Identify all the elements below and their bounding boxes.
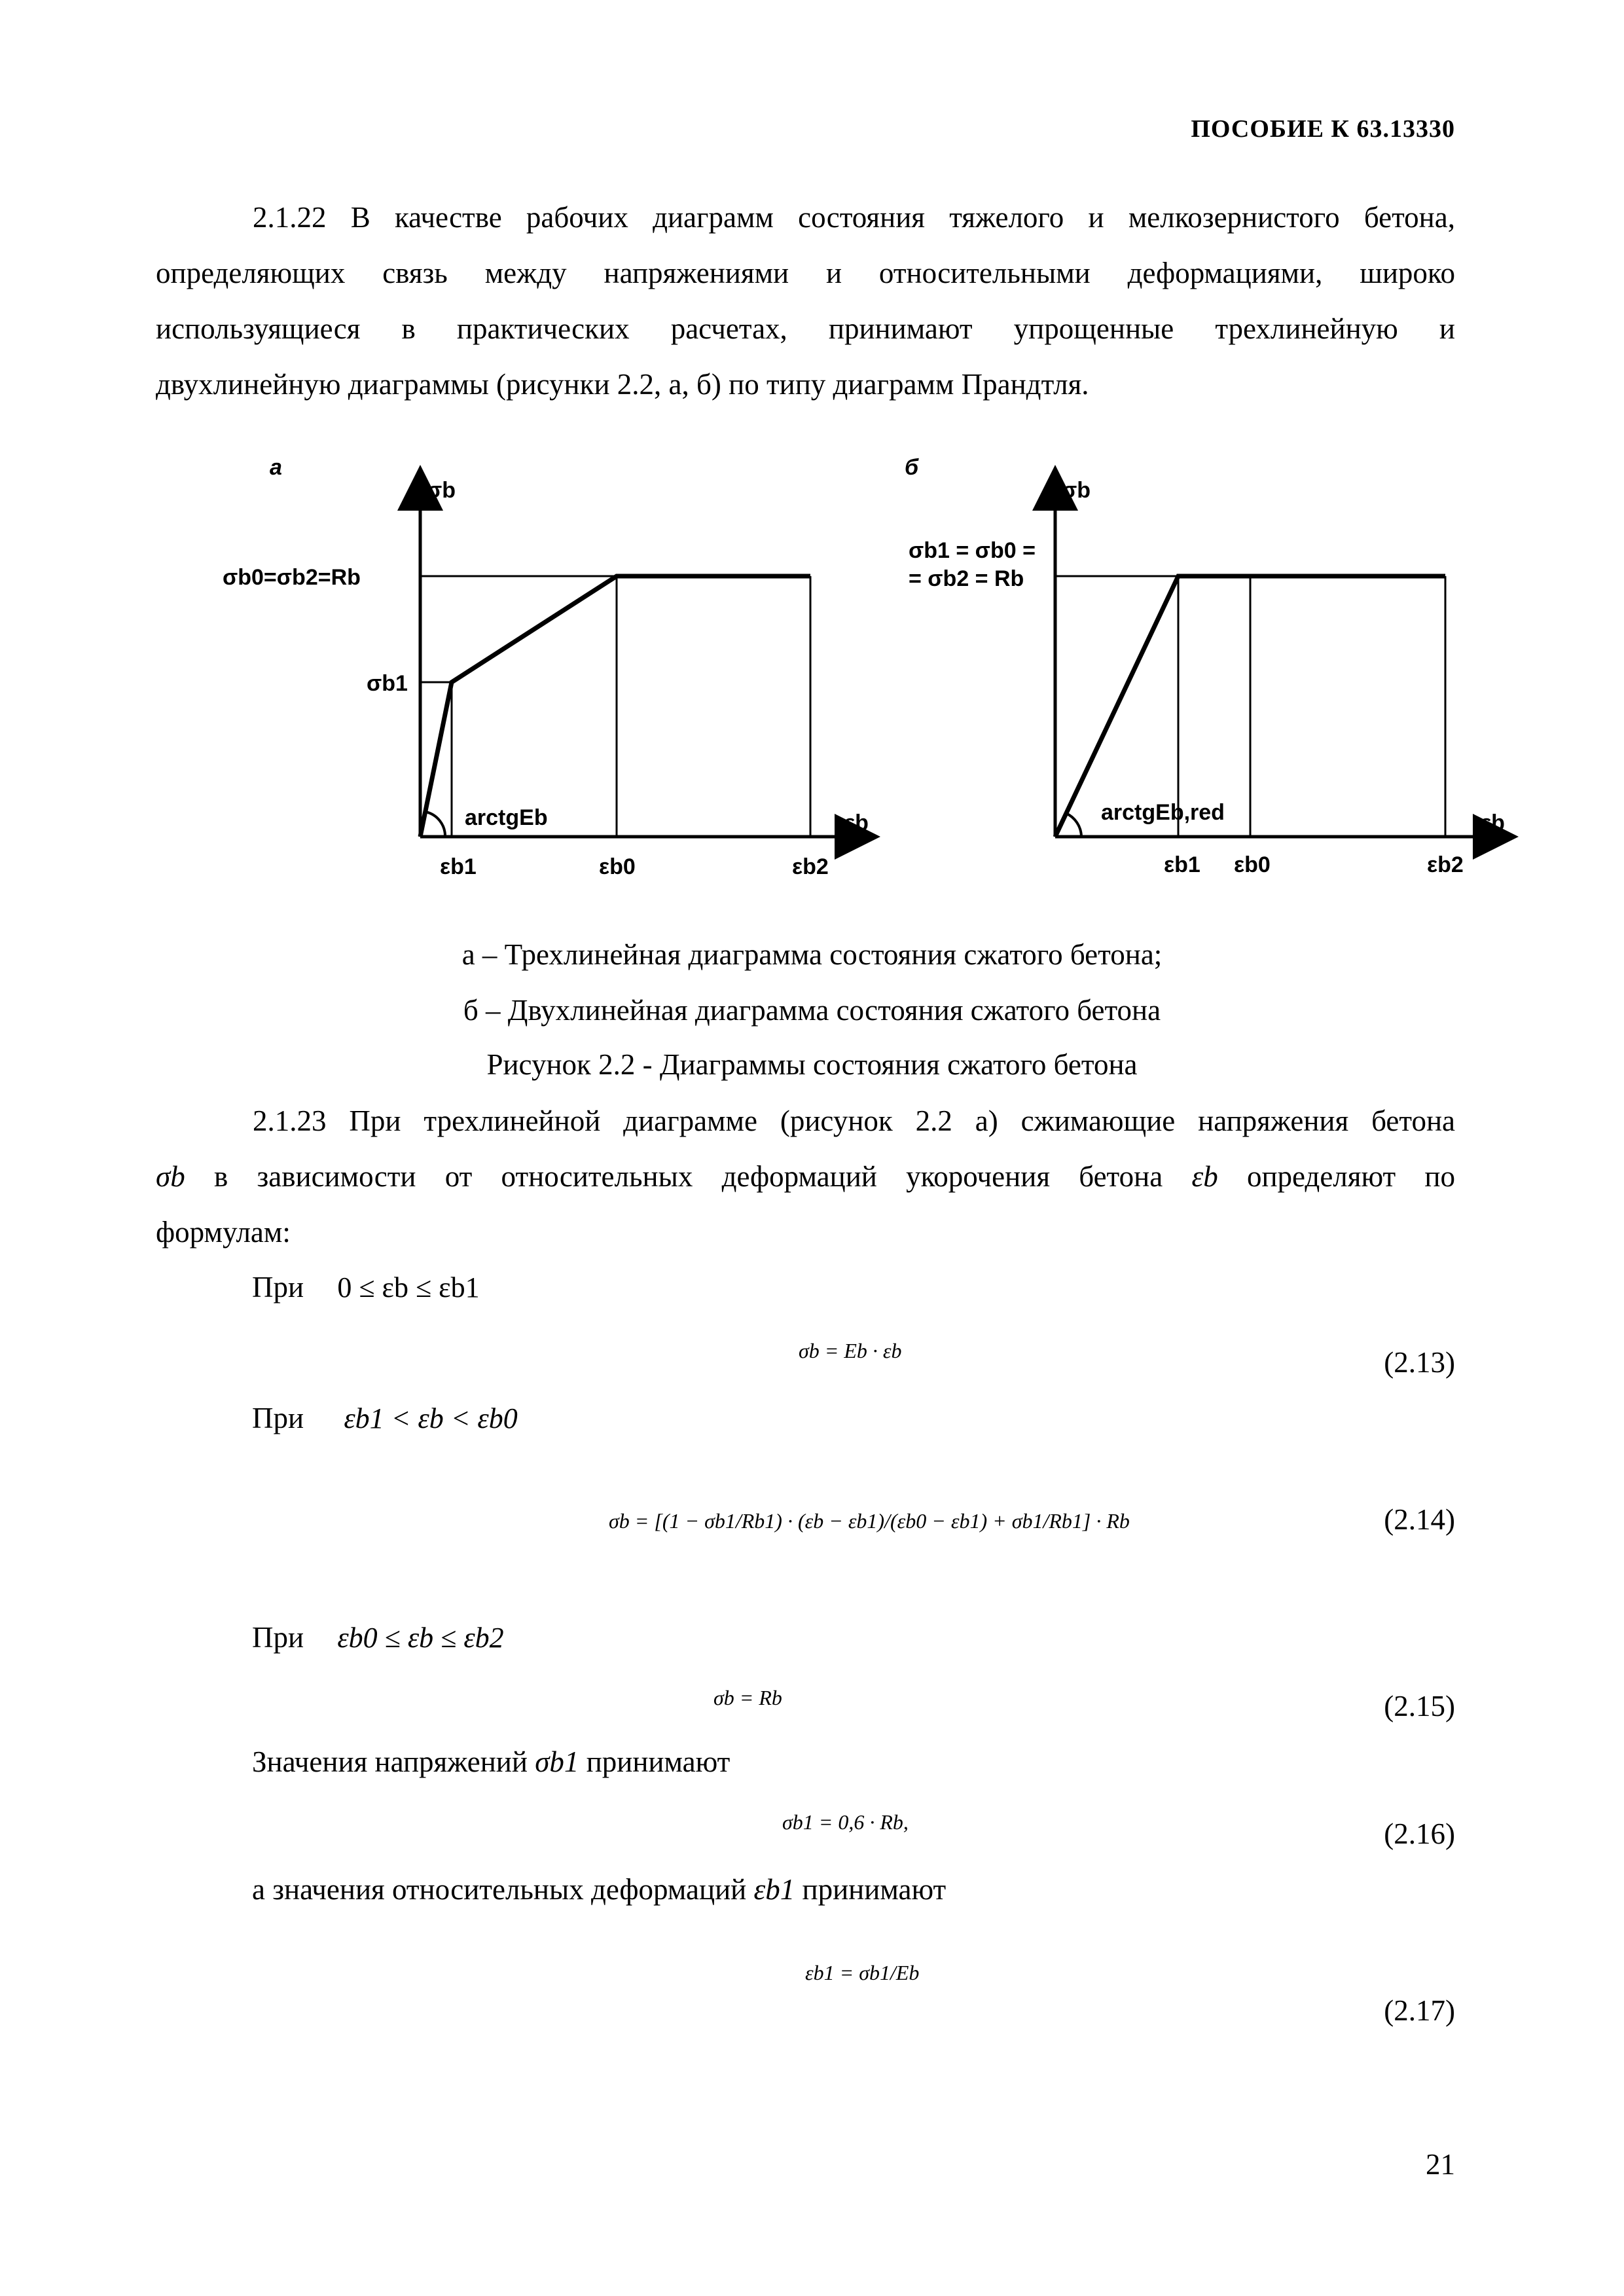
paragraph-line: двухлинейную диаграммы (рисунки 2.2, а, б) по типу диаграмм Прандтля.	[156, 368, 1089, 401]
diagram-b	[905, 455, 1505, 877]
diagram-a-letter: а	[270, 455, 282, 480]
diagram-a-x-label: εb	[844, 811, 869, 835]
diagram-a-curve	[420, 576, 810, 837]
formula-2-16: σb1 = 0,6 · Rb,	[782, 1810, 909, 1834]
figure-caption-b: б – Двухлинейная диаграмма состояния сжатого бетона	[463, 994, 1161, 1027]
paragraph-line: 2.1.22 В качестве рабочих диаграмм состояния тяжелого и мелкозернистого бетона,	[253, 201, 1455, 234]
figure-caption-a: а – Трехлинейная диаграмма состояния сжатого бетона;	[461, 938, 1163, 971]
diagram-a-y-label: σb	[427, 478, 456, 503]
paragraph-line-2: σb в зависимости от относительных деформаций укорочения бетона εb определяют по	[156, 1160, 1455, 1193]
condition-3: При εb0 ≤ εb ≤ εb2	[252, 1621, 504, 1654]
epsilon-values-text: а значения относительных деформаций εb1 принимают	[252, 1873, 947, 1906]
diagram-b-y-label: σb	[1062, 478, 1091, 503]
diagram-a	[223, 455, 869, 879]
figure-2-2	[0, 432, 1624, 903]
diagram-a-level-top: σb0=σb2=Rb	[223, 565, 361, 590]
diagram-a-level-mid: σb1	[367, 671, 408, 696]
sigma-values-text: Значения напряжений σb1 принимают	[252, 1745, 731, 1778]
paragraph-line: формулам:	[156, 1216, 291, 1248]
condition-1: При 0 ≤ εb ≤ εb1	[252, 1271, 480, 1303]
paragraph-2-1-22	[156, 190, 1455, 412]
formula-2-14: σb = [(1 − σb1/Rb1) · (εb − εb1)/(εb0 − εb1) + σb1/Rb1] · Rb	[609, 1509, 1130, 1533]
formula-number-2-15: (2.15)	[1384, 1690, 1455, 1722]
diagram-a-tick-1: εb1	[440, 854, 477, 879]
formula-2-17: εb1 = σb1/Eb	[805, 1961, 920, 1984]
diagram-b-tick-1: εb1	[1164, 852, 1200, 877]
formula-number-2-16: (2.16)	[1384, 1817, 1455, 1850]
diagram-b-tick-2: εb0	[1234, 852, 1271, 877]
formula-number-2-13: (2.13)	[1384, 1346, 1455, 1379]
diagram-a-tick-3: εb2	[792, 854, 829, 879]
formula-number-2-17: (2.17)	[1384, 1994, 1455, 2027]
paragraph-line: используящиеся в практических расчетах, принимают упрощенные трехлинейную и	[156, 312, 1455, 345]
diagram-b-level-top-1: σb1 = σb0 =	[909, 538, 1036, 563]
diagram-a-tick-2: εb0	[599, 854, 636, 879]
epsilon-symbol: εb	[1191, 1160, 1218, 1193]
formula-2-15: σb = Rb	[713, 1686, 782, 1709]
diagram-b-level-top-2: = σb2 = Rb	[909, 566, 1024, 591]
diagram-b-x-label: εb	[1481, 811, 1505, 835]
paragraph-line: определяющих связь между напряжениями и относительными деформациями, широко	[156, 257, 1455, 289]
paragraph-line: 2.1.23 При трехлинейной диаграмме (рисунок 2.2 а) сжимающие напряжения бетона	[253, 1104, 1455, 1137]
document-header: ПОСОБИЕ К 63.13330	[1191, 115, 1455, 143]
condition-2: При εb1 < εb < εb0	[252, 1402, 518, 1434]
diagram-b-tick-3: εb2	[1427, 852, 1464, 877]
diagram-b-angle-label: arctgEb,red	[1101, 800, 1225, 825]
formula-number-2-14: (2.14)	[1384, 1503, 1455, 1536]
sigma-symbol: σb	[156, 1160, 185, 1193]
formula-2-13: σb = Eb · εb	[799, 1339, 902, 1362]
diagram-b-letter: б	[905, 455, 919, 480]
page-number: 21	[1426, 2148, 1455, 2181]
diagram-a-angle-label: arctgEb	[465, 805, 548, 830]
paragraph-2-1-23	[156, 1093, 1455, 1260]
figure-caption-title: Рисунок 2.2 - Диаграммы состояния сжатого бетона	[486, 1048, 1138, 1081]
